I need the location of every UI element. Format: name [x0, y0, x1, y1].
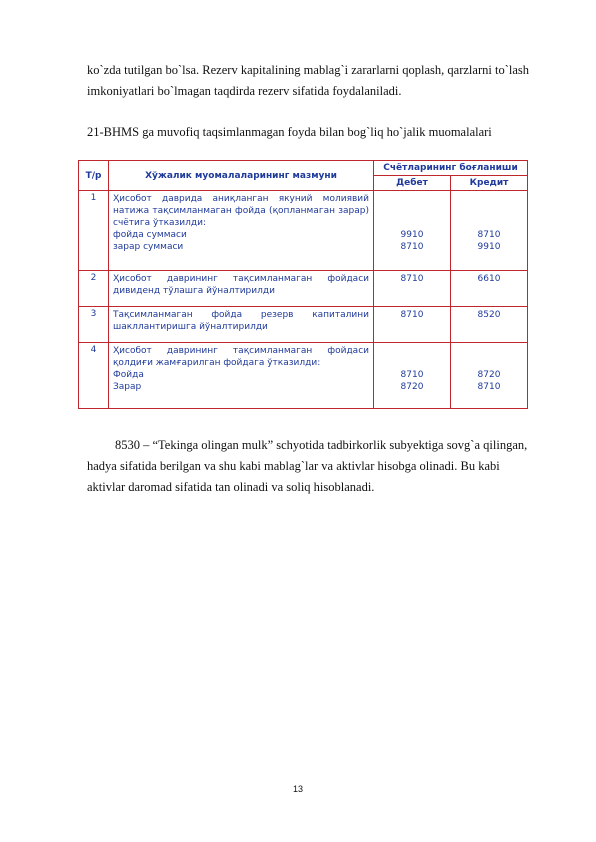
- row-number: 2: [79, 271, 109, 307]
- header-credit: Кредит: [451, 176, 528, 191]
- paragraph-bottom: 8530 – “Tekinga olingan mulk” schyotida tadbirkorlik subyektiga sovg`a qilingan, hadya sifatida berilgan va shu kabi mablag`lar va aktivlar hisobga olinadi. Bu kabi aktivlar daromad sifatida tan olinadi va soliq hisoblanadi.: [87, 438, 528, 494]
- paragraph-top: ko`zda tutilgan bo`lsa. Rezerv kapitalining mablag`i zararlarni qoplash, qarzlarni to`lash imkoniyatlari bo`lmagan taqdirda rezerv sifatida foydalaniladi.: [87, 63, 529, 98]
- row-line: зарар суммаси: [113, 242, 184, 252]
- debit-value: 8720: [400, 382, 424, 392]
- row-number: 3: [79, 307, 109, 343]
- row-credit: [451, 343, 528, 409]
- credit-value: 9910: [477, 242, 501, 252]
- table-row: [79, 191, 528, 271]
- table-row: [79, 271, 528, 307]
- row-description: Ҳисобот даврининг тақсимланмаган фойдаси дивиденд тўлашга йўналтирилди: [109, 271, 374, 307]
- credit-value: 6610: [451, 271, 528, 307]
- debit-value: 8710: [400, 242, 424, 252]
- row-description-text: Ҳисобот даврининг тақсимланмаган фойдаси қолдиғи жамғарилган фойдага ўтказилди:: [113, 346, 369, 368]
- table-row: [79, 307, 528, 343]
- row-credit: [451, 191, 528, 271]
- table-caption: 21-BHMS ga muvofiq taqsimlanmagan foyda bilan bog`liq ho`jalik muomalalari: [87, 125, 492, 139]
- debit-value: 8710: [374, 271, 451, 307]
- header-content: Хўжалик муомалаларининг мазмуни: [109, 161, 374, 191]
- table-row: [79, 343, 528, 409]
- row-description: [109, 343, 374, 409]
- row-description: Тақсимланмаган фойда резерв капиталини шакллантиришга йўналтирилди: [109, 307, 374, 343]
- header-debit: Дебет: [374, 176, 451, 191]
- debit-value: 8710: [400, 370, 424, 380]
- row-line: Фойда: [113, 370, 144, 380]
- row-description: [109, 191, 374, 271]
- operations-table: [78, 160, 528, 409]
- page-number: 13: [292, 784, 303, 794]
- header-number: Т/р: [79, 161, 109, 191]
- row-number: 1: [79, 191, 109, 271]
- row-line: фойда суммаси: [113, 230, 187, 240]
- debit-value: 9910: [400, 230, 424, 240]
- credit-value: 8720: [477, 370, 501, 380]
- credit-value: 8520: [451, 307, 528, 343]
- row-line: Зарар: [113, 382, 142, 392]
- debit-value: 8710: [374, 307, 451, 343]
- credit-value: 8710: [477, 382, 501, 392]
- header-accounts: Счётларининг боғланиши: [374, 161, 528, 176]
- row-number: 4: [79, 343, 109, 409]
- row-debit: [374, 191, 451, 271]
- row-description-text: Ҳисобот даврида аниқланган якуний молиявий натижа тақсимланмаган фойда (қопланмаган зарар) счётига ўтказилди:: [113, 194, 369, 228]
- credit-value: 8710: [477, 230, 501, 240]
- row-debit: [374, 343, 451, 409]
